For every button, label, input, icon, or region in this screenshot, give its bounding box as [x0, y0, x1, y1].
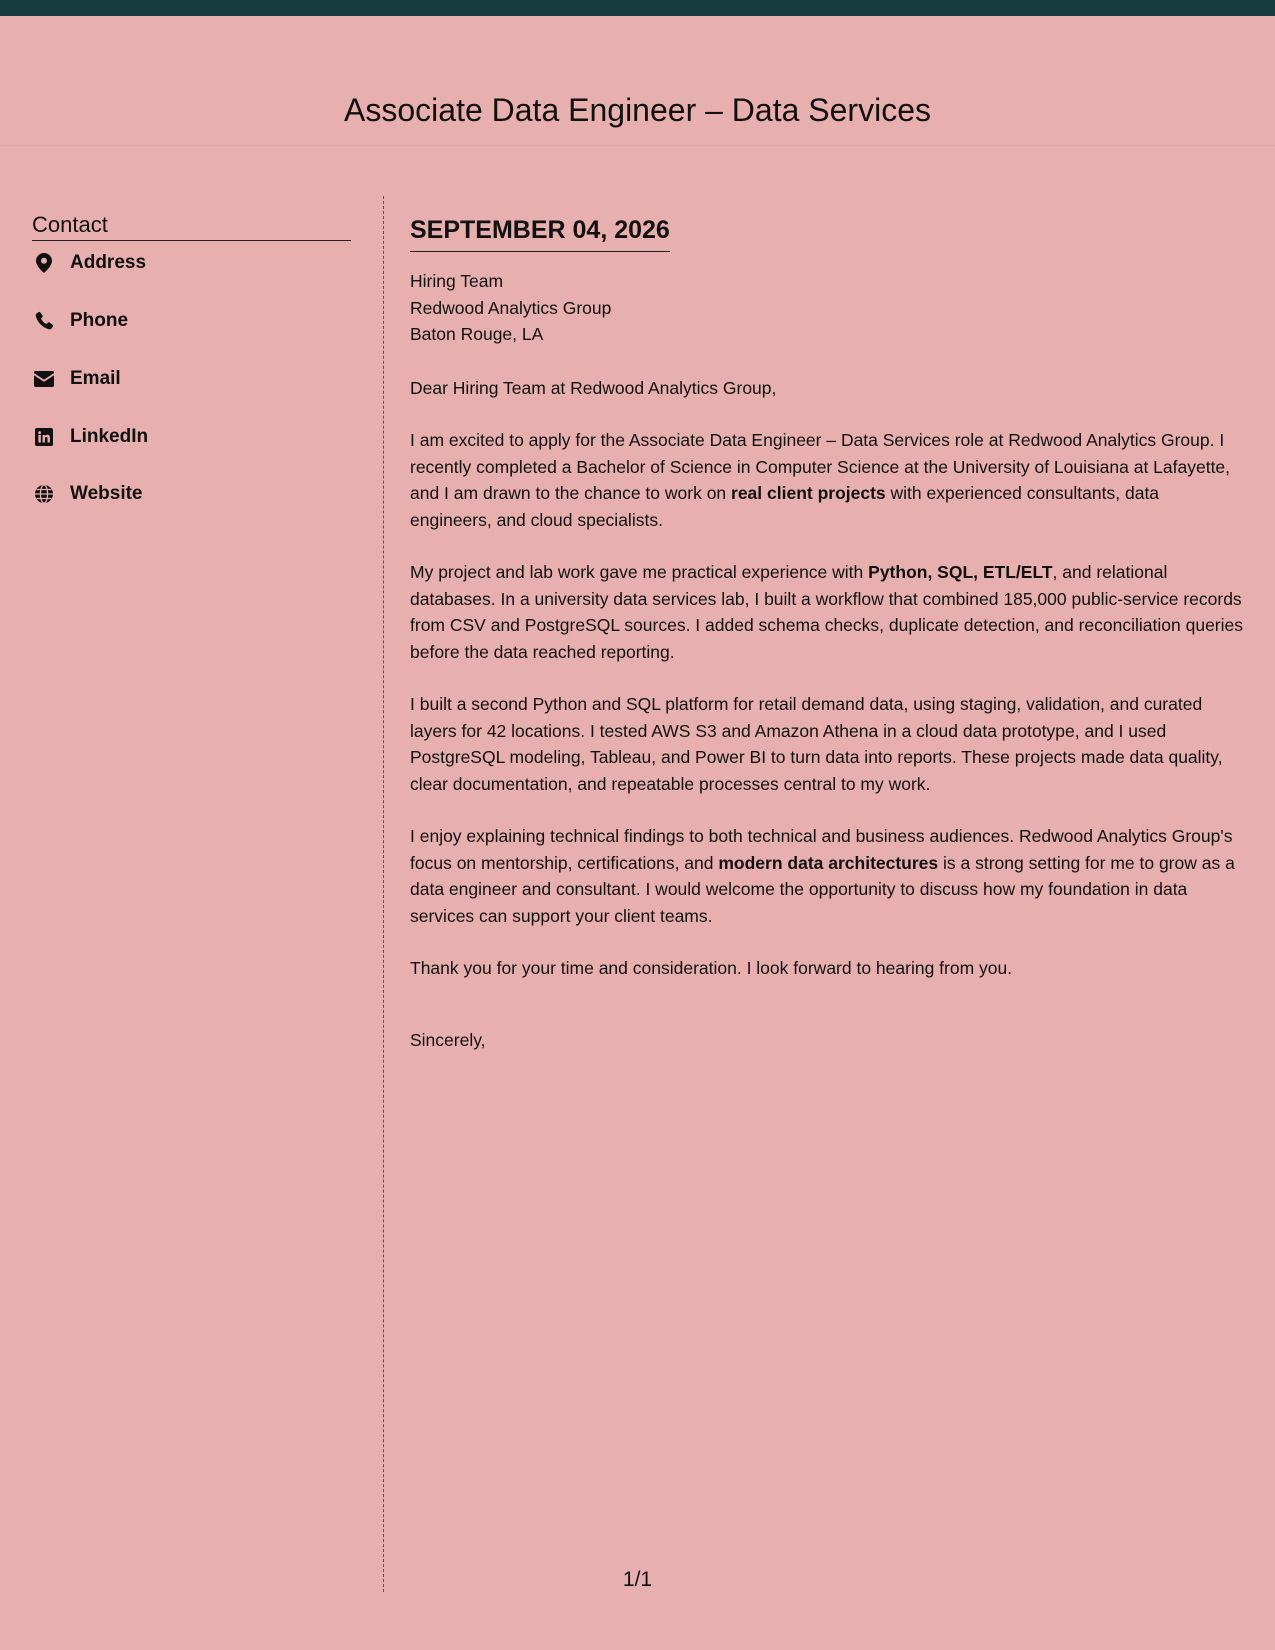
paragraph-text: I am excited to apply for the Associate Data Engineer – Data Services role at Redwood Analytics Group. I recently completed a Bachelor of Science in Computer Science at the University of Louisiana at Lafayette, and I am drawn to the chance to work on	[410, 430, 1231, 503]
paragraph-text: , and relational databases. In a university data services lab, I built a workflow that combined 185,000 public-service records from CSV and PostgreSQL sources. I added schema checks, duplicate detection, and reconciliation queries before the data reached reporting.	[410, 562, 1244, 662]
paragraph-2	[410, 559, 1245, 665]
linkedin-icon	[32, 425, 56, 449]
paragraph-emphasis: Python, SQL, ETL/ELT	[868, 562, 1053, 582]
paragraph-text: with experienced consultants, data engineers, and cloud specialists.	[410, 483, 1160, 530]
column-divider	[383, 196, 384, 1592]
recipient-line: Baton Rouge, LA	[410, 324, 544, 344]
recipient-line: Hiring Team	[410, 271, 504, 291]
paragraph-4	[410, 823, 1245, 929]
paragraph-text: My project and lab work gave me practical experience with	[410, 562, 869, 582]
contact-item-linkedin[interactable]	[32, 425, 351, 449]
paragraph-text: I enjoy explaining technical findings to both technical and business audiences. Redwood Analytics Group's focus on mentorship, certifications, and	[410, 826, 1233, 873]
salutation: Dear Hiring Team at Redwood Analytics Group,	[410, 377, 777, 398]
paragraph-emphasis: modern data architectures	[718, 852, 939, 873]
recipient-block	[410, 268, 1245, 348]
contact-sidebar	[32, 212, 351, 506]
envelope-icon	[32, 367, 56, 391]
letter-date: SEPTEMBER 04, 2026	[410, 214, 670, 252]
paragraph-emphasis: real client projects	[731, 483, 886, 503]
page-number: 1/1	[622, 1568, 653, 1591]
paragraph-text: is a strong setting for me to grow as a data engineer and consultant. I would welcome the opportunity to discuss how my foundation in data services can support your client teams.	[410, 852, 1235, 926]
top-bar	[0, 0, 1275, 16]
contact-label-email: Email	[70, 368, 121, 389]
paragraph-3: I built a second Python and SQL platform for retail demand data, using staging, validation, and curated layers for 42 locations. I tested AWS S3 and Amazon Athena in a cloud data prototype, and I used PostgreSQL modeling, Tableau, and Power BI to turn data into reports. These projects made data quality, clear documentation, and repeatable processes central to my work.	[410, 694, 1223, 794]
letter-body	[410, 214, 1245, 1053]
closing: Sincerely,	[410, 1029, 486, 1050]
contact-item-website[interactable]	[32, 482, 351, 506]
paragraph-1	[410, 427, 1245, 533]
contact-label-linkedin: LinkedIn	[70, 426, 149, 447]
contact-label-phone: Phone	[70, 310, 129, 331]
paragraph-5: Thank you for your time and consideration. I look forward to hearing from you.	[410, 958, 1013, 978]
header-divider	[0, 145, 1275, 146]
page-title: Associate Data Engineer – Data Services	[344, 92, 931, 128]
contact-label-address: Address	[70, 252, 147, 273]
map-pin-icon	[32, 251, 56, 275]
globe-icon	[32, 482, 56, 506]
contact-label-website: Website	[70, 483, 143, 504]
contact-item-email[interactable]	[32, 367, 351, 391]
contact-item-phone[interactable]	[32, 309, 351, 333]
recipient-line: Redwood Analytics Group	[410, 297, 612, 318]
contact-heading: Contact	[32, 212, 351, 241]
contact-item-address[interactable]	[32, 251, 351, 275]
phone-icon	[32, 309, 56, 333]
